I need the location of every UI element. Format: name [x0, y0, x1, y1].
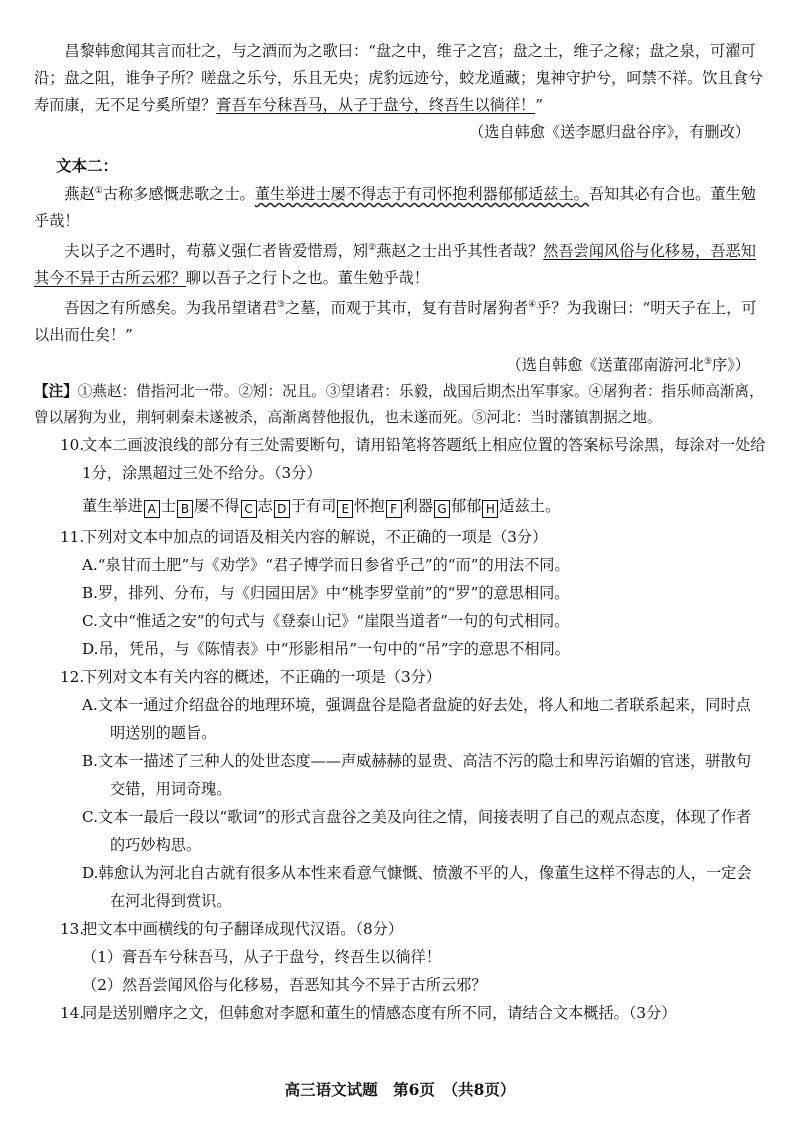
- note-ref-1: ①: [94, 186, 103, 196]
- question-14-stem: [60, 999, 766, 1027]
- note-ref-5: ⑤: [703, 357, 713, 368]
- question-14-text: 同是送别赠序之文，但韩愈对李愿和董生的情感态度有所不同，请结合文本概括。（3分）: [82, 1004, 677, 1023]
- text2-p1-b: 古称多感慨悲歌之士。: [102, 185, 255, 204]
- text2-p2-b: 燕赵之士出乎其性者哉？: [376, 242, 544, 261]
- q11-option-c: C.文中“惟适之安”的句式与《登泰山记》“崖限当道者”一句的句式相同。: [82, 612, 570, 631]
- text2-heading: 文本二：: [56, 156, 119, 175]
- text2-paragraph-2: [34, 235, 766, 292]
- notes-text: ①燕赵：借指河北一带。②矧：况且。③望诸君：乐毅，战国后期杰出军事家。④屠狗者：指乐师高渐离，曾以屠狗为业，荆轲刺秦未遂被杀，高渐离替他报仇，也未遂而死。⑤河北：当时藩镇割据之地。: [34, 383, 764, 427]
- q10-box-H[interactable]: H: [482, 500, 498, 518]
- text1-close-quote: ”: [535, 96, 543, 114]
- question-11-stem: [60, 523, 766, 551]
- q10-box-G[interactable]: G: [434, 500, 450, 518]
- q10-box-E[interactable]: E: [337, 500, 353, 518]
- question-10-number: 10.: [60, 436, 85, 455]
- text1-paragraph: [34, 38, 766, 119]
- q10-box-D[interactable]: D: [274, 500, 290, 518]
- question-14-number: 14.: [60, 1004, 85, 1023]
- q12-option-b: B.文本一描述了三种人的处世态度——声威赫赫的显贵、高洁不污的隐士和卑污谄媚的官迷，骈散句交错，用词奇瑰。: [82, 752, 752, 799]
- text2-p3-b: 之墓，而观于其市，复有昔时屠狗者: [285, 299, 529, 318]
- question-13: [34, 915, 766, 999]
- notes: [34, 379, 766, 431]
- text1-underlined-sentence: 膏吾车兮秣吾马，从子于盘兮，终吾生以徜徉！: [216, 96, 536, 114]
- text2-p1-a: 燕赵: [64, 185, 95, 204]
- question-12-number: 12.: [60, 668, 85, 687]
- q10-seg: 于有司: [290, 497, 337, 516]
- q10-seg: 适兹土。: [499, 497, 561, 516]
- q11-option-a: A.“泉甘而土肥”与《劝学》“君子博学而日参省乎己”的“而”的用法不同。: [82, 556, 570, 575]
- text2-p2-c: 聊以吾子之行卜之也。董生勉乎哉！: [185, 269, 429, 288]
- q12-option-a: A.文本一通过介绍盘谷的地理环境，强调盘谷是隐者盘旋的好去处，将人和地二者联系起来，同时点明送别的题旨。: [82, 696, 751, 743]
- question-13-stem: [60, 915, 766, 943]
- page-footer: 高三语文试题 第6页 （共8页）: [284, 1080, 516, 1099]
- text2-p2-a: 夫以子之不遇时，苟慕义强仁者皆爱惜焉，矧: [64, 242, 369, 261]
- text1-source: （选自韩愈《送李愿归盘谷序》，有删改）: [469, 123, 750, 141]
- question-13-text: 把文本中画横线的句子翻译成现代汉语。（8分）: [82, 920, 404, 939]
- q12-option-d: D.韩愈认为河北自古就有很多从本性来看意气慷慨、愤激不平的人，像董生这样不得志的人，一定会在河北得到赏识。: [82, 864, 752, 911]
- question-12: [34, 663, 766, 915]
- q10-seg: 士: [160, 497, 176, 516]
- wavy-underlined-sentence: 董生举进士屡不得志于有司怀抱利器郁郁适兹土。: [254, 185, 589, 204]
- q12-option-c: C.文本一最后一段以“歌词”的形式言盘谷之美及向往之情，间接表明了自己的观点态度，体现了作者的巧妙构思。: [82, 808, 752, 855]
- text2-source-end: 序》）: [712, 356, 750, 375]
- note-ref-3: ③: [277, 300, 286, 311]
- note-ref-4: ④: [528, 300, 537, 311]
- question-11-text: 下列对文本中加点的词语及相关内容的解说，不正确的一项是（3分）: [82, 528, 548, 547]
- question-14: [34, 999, 766, 1027]
- text2-p3-a: 吾因之有所感矣。为我吊望诸君: [64, 299, 278, 318]
- text2-paragraph-1: [34, 178, 766, 235]
- q10-box-F[interactable]: F: [386, 500, 402, 518]
- question-13-number: 13.: [60, 920, 85, 939]
- q10-seg: 志: [257, 497, 273, 516]
- q11-option-b: B.罗，排列、分布，与《归园田居》中“桃李罗堂前”的“罗”的意思相同。: [82, 584, 570, 603]
- text2-source: [34, 349, 766, 379]
- q10-seg: 屡不得: [193, 497, 240, 516]
- q10-box-B[interactable]: B: [177, 500, 193, 518]
- question-10: [34, 431, 766, 521]
- question-12-stem: [60, 663, 766, 691]
- text2-p1-c: 吾知其必有合也。董生勉乎哉！: [34, 185, 756, 231]
- text2-p3-c: 乎？为我谢曰：“明天子在上，可以出而仕矣！”: [34, 299, 757, 345]
- q10-answer-line: [82, 491, 766, 521]
- q10-seg: 怀抱: [354, 497, 385, 516]
- text2-source-text: （选自韩愈《送董邵南游河北: [506, 356, 704, 375]
- q10-seg: 郁郁: [451, 497, 482, 516]
- text2-underlined-sentence: 然吾尝闻风俗与化移易，吾恶知其今不异于古所云邪？: [34, 242, 756, 288]
- question-11-number: 11.: [60, 528, 85, 547]
- q10-seg: 利器: [402, 497, 433, 516]
- text2-paragraph-3: [34, 292, 766, 349]
- q10-box-A[interactable]: A: [144, 500, 160, 518]
- question-11: [34, 523, 766, 663]
- question-10-stem: [60, 431, 766, 487]
- note-ref-2: ②: [368, 243, 377, 254]
- q10-seg: 董生举进: [82, 497, 143, 516]
- q11-option-d: D.吊，凭吊，与《陈情表》中“形影相吊”一句中的“吊”字的意思不相同。: [82, 640, 570, 659]
- question-10-text: 文本二画波浪线的部分有三处需要断句，请用铅笔将答题纸上相应位置的答案标号涂黑，每涂对一处给1分，涂黑超过三处不给分。（3分）: [82, 436, 766, 483]
- question-12-text: 下列对文本有关内容的概述，不正确的一项是（3分）: [82, 668, 441, 687]
- q10-box-C[interactable]: C: [241, 500, 257, 518]
- q13-item-2: （2）然吾尝闻风俗与化移易，吾恶知其今不异于古所云邪？: [82, 976, 487, 995]
- text1-body: 昌黎韩愈闻其言而壮之，与之酒而为之歌曰：“盘之中，维子之宫；盘之土，维子之稼；盘之泉，可濯可沿；盘之阻，谁争子所？嗟盘之乐兮，乐且无央；虎豹远迹兮，蛟龙遁藏；鬼神守护兮，呵禁不祥。饮且食兮寿而康，无不足兮奚所望？: [34, 42, 763, 114]
- notes-label: 【注】: [34, 383, 78, 401]
- q13-item-1: （1）膏吾车兮秣吾马，从子于盘兮，终吾生以徜徉！: [82, 948, 441, 967]
